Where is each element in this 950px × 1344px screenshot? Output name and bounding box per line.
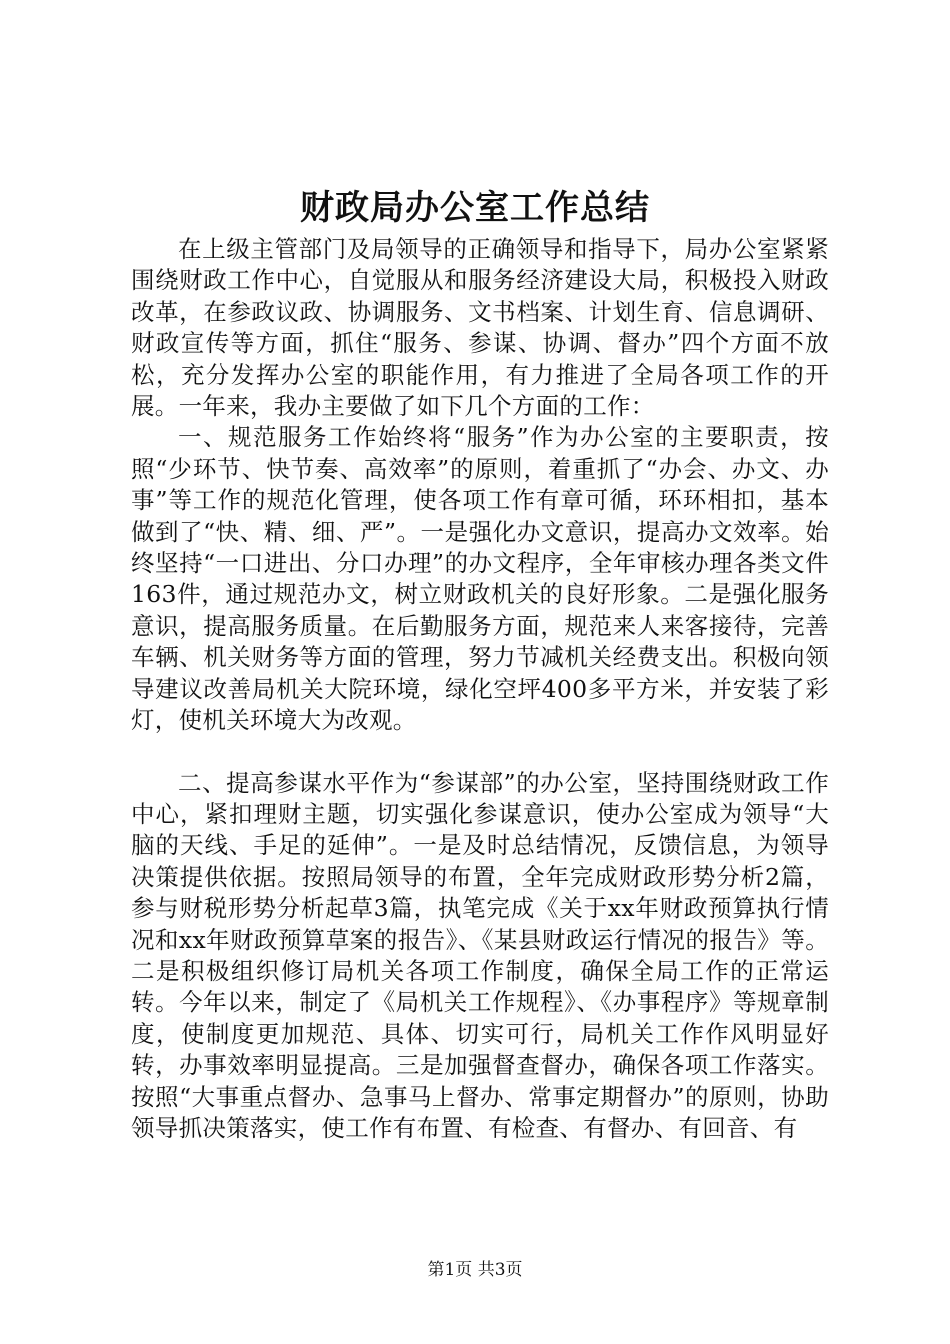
paragraph-section-1: 一、规范服务工作始终将“服务”作为办公室的主要职责，按照“少环节、快节奏、高效率”的原则，着重抓了“办会、办文、办事”等工作的规范化管理，使各项工作有章可循，环环相扣，基本做到了“快、精、细、严”。一是强化办文意识，提高办文效率。始终坚持“一口进出、分口办理”的办文程序，全年审核办理各类文件163件，通过规范办文，树立财政机关的良好形象。二是强化服务意识，提高服务质量。在后勤服务方面，规范来人来客接待，完善车辆、机关财务等方面的管理，努力节减机关经费支出。积极向领导建议改善局机关大院环境，绿化空坪400多平方米，并安装了彩灯，使机关环境大为改观。 bbox=[131, 423, 829, 735]
document-title: 财政局办公室工作总结 bbox=[300, 188, 650, 228]
page-footer: 第1页 共3页 bbox=[427, 1260, 523, 1280]
paragraph-intro: 在上级主管部门及局领导的正确领导和指导下，局办公室紧紧围绕财政工作中心，自觉服从和服务经济建设大局，积极投入财政改革，在参政议政、协调服务、文书档案、计划生育、信息调研、财政宣传等方面，抓住“服务、参谋、协调、督办”四个方面不放松，充分发挥办公室的职能作用，有力推进了全局各项工作的开展。一年来，我办主要做了如下几个方面的工作： bbox=[131, 235, 829, 421]
document-body bbox=[131, 234, 829, 1144]
paragraph-section-2: 二、提高参谋水平作为“参谋部”的办公室，坚持围绕财政工作中心，紧扣理财主题，切实强化参谋意识，使办公室成为领导“大脑的天线、手足的延伸”。一是及时总结情况，反馈信息，为领导决策提供依据。按照局领导的布置，全年完成财政形势分析2篇，参与财税形势分析起草3篇，执笔完成《关于xx年财政预算执行情况和xx年财政预算草案的报告》、《某县财政运行情况的报告》等。二是积极组织修订局机关各项工作制度，确保全局工作的正常运转。今年以来，制定了《局机关工作规程》、《办事程序》等规章制度，使制度更加规范、具体、切实可行，局机关工作作风明显好转，办事效率明显提高。三是加强督查督办，确保各项工作落实。按照“大事重点督办、急事马上督办、常事定期督办”的原则，协助领导抓决策落实，使工作有布置、有检查、有督办、有回音、有 bbox=[131, 768, 829, 1142]
